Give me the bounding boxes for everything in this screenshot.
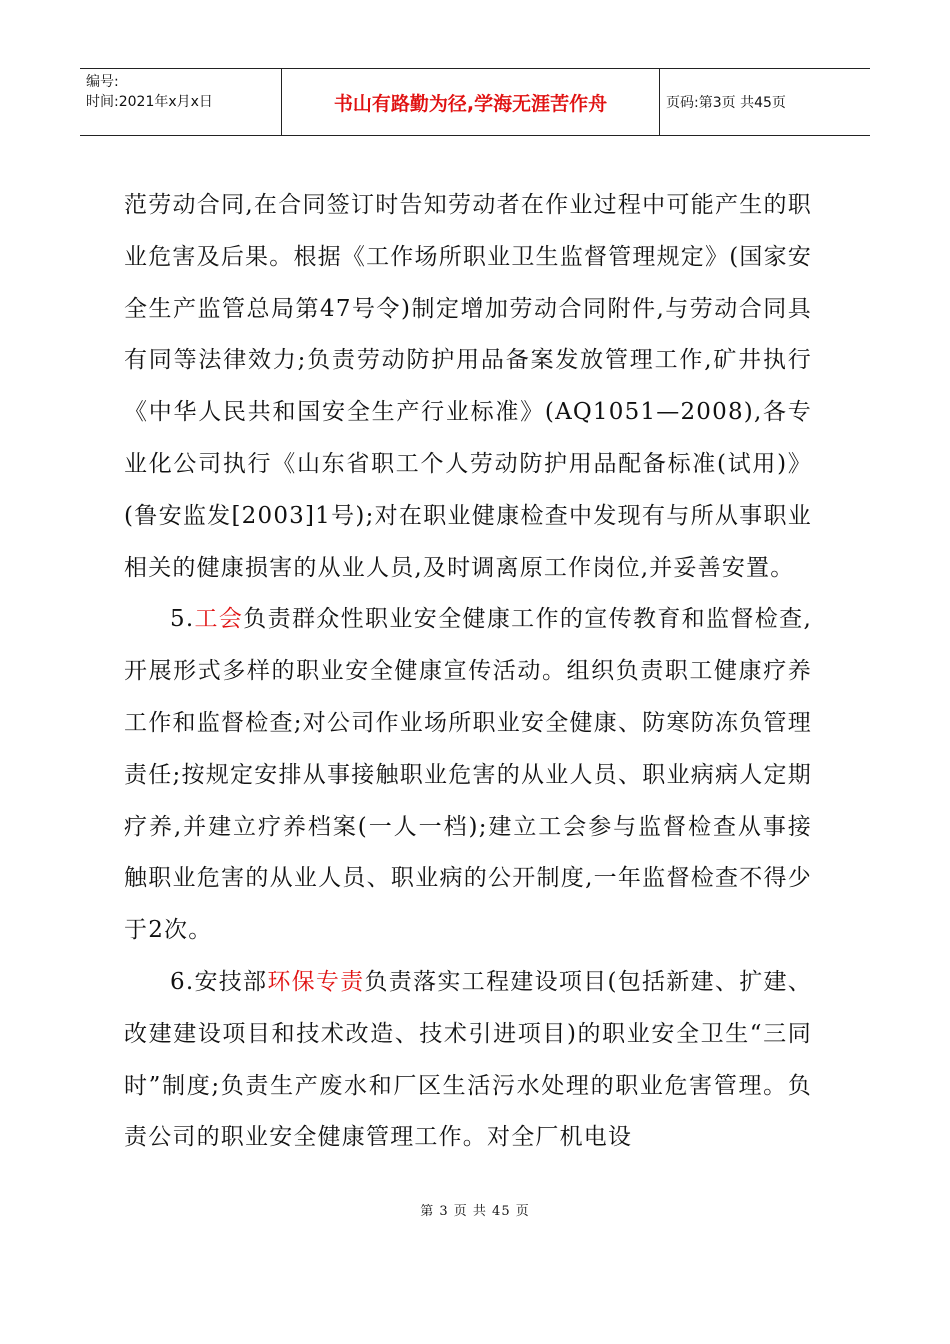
paragraph-continuation: 范劳动合同,在合同签订时告知劳动者在作业过程中可能产生的职业危害及后果。根据《工作场所职业卫生监督管理规定》(国家安全生产监管总局第47号令)制定增加劳动合同附件,与劳动合同具有同等法律效力;负责劳动防护用品备案发放管理工作,矿井执行《中华人民共和国安全生产行业标准》(AQ1051—2008),各专业化公司执行《山东省职工个人劳动防护用品配备标准(试用)》(鲁安监发[2003]1号);对在职业健康检查中发现有与所从事职业相关的健康损害的从业人员,及时调离原工作岗位,并妥善安置。 (124, 192, 812, 581)
highlight-env-officer: 环保专责 (267, 968, 365, 995)
page-info: 页码:第3页 共45页 (666, 95, 786, 111)
document-body (124, 180, 812, 1164)
header-page-cell (660, 69, 870, 135)
paragraph-text: 负责群众性职业安全健康工作的宣传教育和监督检查,开展形式多样的职业安全健康宣传活动。组织负责职工健康疗养工作和监督检查;对公司作业场所职业安全健康、防寒防冻负管理责任;按规定安排从事接触职业危害的从业人员、职业病病人定期疗养,并建立疗养档案(一人一档);建立工会参与监督检查从事接触职业危害的从业人员、职业病的公开制度,一年监督检查不得少于2次。 (124, 606, 812, 944)
number-label: 编号: (86, 74, 119, 90)
paragraph-item-5 (124, 594, 812, 957)
item-number: 6.安技部 (170, 968, 268, 995)
header-table (80, 68, 870, 136)
paragraph-text: 负责落实工程建设项目(包括新建、扩建、改建建设项目和技术改造、技术引进项目)的职业安全卫生“三同时”制度;负责生产废水和厂区生活污水处理的职业危害管理。负责公司的职业安全健康管理工作。对全厂机电设 (124, 968, 812, 1151)
highlight-union: 工会 (194, 606, 244, 633)
header-motto-cell (282, 69, 660, 135)
header-meta-cell (80, 69, 282, 135)
time-label: 时间:2021年x月x日 (86, 94, 213, 110)
paragraph-item-6 (124, 957, 812, 1164)
item-number: 5. (170, 606, 195, 633)
footer-page-number: 第 3 页 共 45 页 (420, 1204, 530, 1219)
motto-text: 书山有路勤为径,学海无涯苦作舟 (333, 92, 608, 115)
page-footer (0, 1200, 950, 1219)
